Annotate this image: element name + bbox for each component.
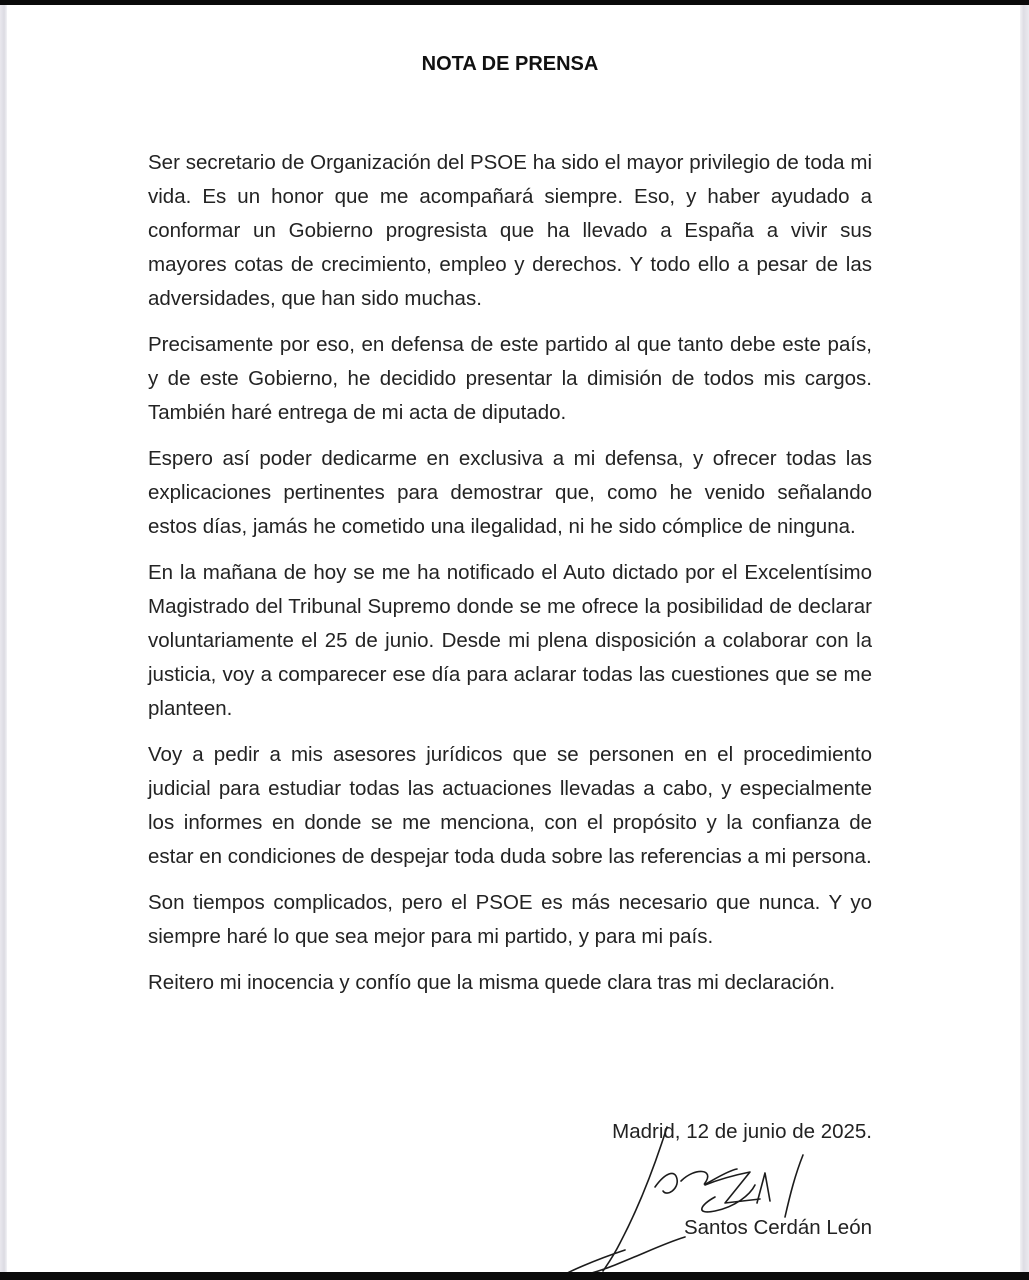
bottom-frame-bar [0,1272,1029,1280]
signer-name: Santos Cerdán León [683,1216,872,1239]
left-page-edge [0,5,7,1272]
handwritten-signature [555,1125,855,1275]
paragraph-3: Espero así poder dedicarme en exclusiva a mi defensa, y ofrecer todas las explicaciones pertinentes para demostrar que, como he venido señalando estos días, jamás he cometido una ilegalidad, ni he sido cómplice de ninguna. [148,447,872,538]
paragraph-4: En la mañana de hoy se me ha notificado el Auto dictado por el Excelentísimo Magistrado del Tribunal Supremo donde se me ofrece la posibilidad de declarar voluntariamente el 25 de junio. Desde mi plena disposición a colaborar con la justicia, voy a comparecer ese día para aclarar todas las cuestiones que se me planteen. [148,561,872,720]
paragraph-7: Reitero mi inocencia y confío que la misma quede clara tras mi declaración. [148,971,836,994]
document-body [148,146,872,1012]
paragraph-5: Voy a pedir a mis asesores jurídicos que se personen en el procedimiento judicial para estudiar todas las actuaciones llevadas a cabo, y especialmente los informes en donde se me menciona, con el propósito y la confianza de estar en condiciones de despejar toda duda sobre las referencias a mi persona. [148,743,872,868]
paragraph-1: Ser secretario de Organización del PSOE ha sido el mayor privilegio de toda mi vida. Es un honor que me acompañará siempre. Eso, y haber ayudado a conformar un Gobierno progresista que ha llevado a España a vivir sus mayores cotas de crecimiento, empleo y derechos. Y todo ello a pesar de las adversidades, que han sido muchas. [148,151,872,310]
paragraph-2: Precisamente por eso, en defensa de este partido al que tanto debe este país, y de este Gobierno, he decidido presentar la dimisión de todos mis cargos. También haré entrega de mi acta de diputado. [148,333,872,424]
right-page-edge [1020,5,1029,1272]
document-title: NOTA DE PRENSA [421,53,599,75]
date-line: Madrid, 12 de junio de 2025. [612,1120,872,1143]
paragraph-6: Son tiempos complicados, pero el PSOE es más necesario que nunca. Y yo siempre haré lo que sea mejor para mi partido, y para mi país. [148,891,872,948]
